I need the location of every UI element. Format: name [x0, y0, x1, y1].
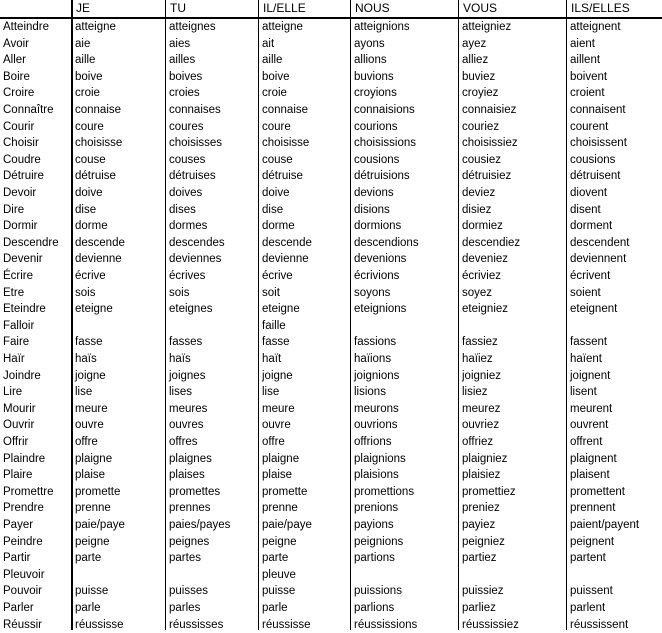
nous-cell: buvions	[354, 70, 394, 83]
nous-cell: cousions	[354, 153, 400, 166]
nous-cell: réussissions	[354, 618, 418, 631]
ils-elles-cell: réussissent	[570, 618, 629, 631]
verb-cell: Plaindre	[3, 452, 46, 465]
il-elle-cell: croie	[262, 87, 287, 100]
vous-cell: fassiez	[462, 336, 498, 349]
table-row	[0, 168, 662, 185]
vous-cell: détruisiez	[462, 170, 512, 183]
vous-cell: parliez	[462, 602, 496, 614]
il-elle-cell: parte	[262, 552, 289, 565]
il-elle-cell: coure	[262, 120, 291, 133]
nous-cell: devions	[354, 187, 394, 199]
il-elle-cell: dise	[262, 203, 284, 216]
tu-cell: meures	[169, 402, 208, 415]
vous-cell: écriviez	[462, 270, 501, 282]
table-row	[0, 451, 662, 468]
vous-cell: preniez	[462, 502, 500, 515]
verb-cell: Devenir	[3, 253, 43, 266]
ils-elles-cell: eteignent	[570, 303, 618, 316]
verb-cell: Partir	[3, 552, 31, 565]
verb-cell: Parler	[3, 602, 34, 614]
il-elle-cell: détruise	[262, 170, 303, 183]
tu-cell: promettes	[169, 485, 221, 498]
tu-cell: choisisses	[169, 137, 223, 150]
table-row	[0, 351, 662, 368]
il-elle-cell: faille	[262, 319, 286, 332]
je-cell: eteigne	[75, 303, 113, 316]
verb-cell: Joindre	[3, 369, 41, 382]
il-elle-cell: ouvre	[262, 419, 291, 432]
ils-elles-cell: disent	[570, 203, 601, 216]
tu-cell: sois	[169, 286, 190, 299]
je-cell: dorme	[75, 220, 108, 233]
verb-cell: Avoir	[3, 37, 29, 50]
ils-elles-cell: ouvrent	[570, 419, 609, 432]
verb-cell: Aller	[3, 54, 27, 67]
vous-cell: joigniez	[462, 369, 501, 382]
tu-cell: ouvres	[169, 419, 204, 432]
tu-cell: croies	[169, 87, 200, 100]
il-elle-cell: prenne	[262, 502, 298, 515]
table-row	[0, 467, 662, 484]
je-cell: offre	[75, 436, 98, 448]
je-cell: croie	[75, 87, 100, 100]
ils-elles-cell: partent	[570, 552, 606, 565]
vous-cell: payiez	[462, 519, 496, 531]
tu-cell: détruises	[169, 170, 216, 183]
je-cell: couse	[75, 153, 106, 166]
nous-cell: choisissions	[354, 137, 416, 150]
tu-cell: connaises	[169, 104, 221, 116]
verb-cell: Détruire	[3, 170, 44, 183]
il-elle-cell: puisse	[262, 585, 296, 598]
tu-cell: lises	[169, 386, 193, 399]
ils-elles-cell: écrivent	[570, 270, 611, 282]
tu-cell: descendes	[169, 236, 225, 249]
il-elle-cell: ait	[262, 37, 275, 50]
je-cell: fasse	[75, 336, 103, 349]
je-cell: ouvre	[75, 419, 104, 432]
je-cell: choisisse	[75, 137, 123, 150]
tu-cell: dormes	[169, 220, 208, 233]
tu-cell: paies/payes	[169, 519, 231, 531]
il-elle-cell: dorme	[262, 220, 295, 233]
vous-cell: plaigniez	[462, 452, 508, 465]
ils-elles-cell: fassent	[570, 336, 608, 349]
ils-elles-cell: dorment	[570, 220, 613, 233]
table-row	[0, 500, 662, 517]
nous-cell: prenions	[354, 502, 399, 515]
tu-cell: atteignes	[169, 21, 216, 33]
verb-cell: Payer	[3, 519, 34, 531]
table-row	[0, 301, 662, 318]
nous-cell: courions	[354, 120, 398, 133]
il-elle-cell: atteigne	[262, 21, 303, 33]
vous-cell: buviez	[462, 70, 496, 83]
je-cell: descende	[75, 236, 125, 249]
vous-cell: réussissiez	[462, 618, 519, 631]
il-elle-cell: devienne	[262, 253, 309, 266]
ils-elles-cell: boivent	[570, 70, 608, 83]
header-je: JE	[76, 1, 91, 15]
table-row	[0, 218, 662, 235]
table-row	[0, 484, 662, 501]
nous-cell: meurons	[354, 402, 399, 415]
tu-cell: haïs	[169, 353, 191, 365]
ils-elles-cell: aillent	[570, 54, 601, 67]
table-row	[0, 69, 662, 86]
tu-cell: boives	[169, 70, 203, 83]
vous-cell: puissiez	[462, 585, 504, 598]
tu-cell: peignes	[169, 535, 210, 548]
table-row	[0, 583, 662, 600]
verb-cell: Boire	[3, 70, 30, 83]
tu-cell: deviennes	[169, 253, 222, 266]
table-row	[0, 135, 662, 152]
ils-elles-cell: joignent	[570, 369, 611, 382]
il-elle-cell: eteigne	[262, 303, 300, 316]
ils-elles-cell: courent	[570, 120, 609, 133]
verb-cell: Etre	[3, 286, 25, 299]
header-tu: TU	[170, 1, 186, 15]
il-elle-cell: descende	[262, 236, 312, 249]
verb-cell: Croire	[3, 87, 35, 100]
ils-elles-cell: plaisent	[570, 469, 610, 482]
ils-elles-cell: deviennent	[570, 253, 627, 266]
table-row	[0, 185, 662, 202]
tu-cell: joignes	[169, 369, 206, 382]
vous-cell: soyez	[462, 286, 493, 299]
je-cell: écrive	[75, 270, 106, 282]
je-cell: doive	[75, 187, 103, 199]
header-il-elle: IL/ELLE	[263, 1, 306, 15]
il-elle-cell: plaise	[262, 469, 293, 482]
tu-cell: partes	[169, 552, 201, 565]
nous-cell: plaisions	[354, 469, 399, 482]
je-cell: plaigne	[75, 452, 113, 465]
vous-cell: haïiez	[462, 353, 493, 365]
tu-cell: doives	[169, 187, 203, 199]
verb-cell: Courir	[3, 120, 35, 133]
vous-cell: choisissiez	[462, 137, 518, 150]
il-elle-cell: boive	[262, 70, 290, 83]
table-row	[0, 268, 662, 285]
table-row	[0, 318, 662, 335]
verb-cell: Connaître	[3, 104, 54, 116]
vous-cell: ouvriez	[462, 419, 500, 432]
vous-cell: deveniez	[462, 253, 509, 266]
vous-cell: couriez	[462, 120, 500, 133]
table-row	[0, 417, 662, 434]
ils-elles-cell: diovent	[570, 187, 608, 199]
nous-cell: partions	[354, 552, 395, 565]
tu-cell: couses	[169, 153, 206, 166]
il-elle-cell: paie/paye	[262, 519, 312, 531]
verb-cell: Eteindre	[3, 303, 46, 316]
verb-cell: Pleuvoir	[3, 568, 45, 581]
nous-cell: soyons	[354, 286, 391, 299]
tu-cell: prennes	[169, 502, 211, 515]
table-row	[0, 235, 662, 252]
je-cell: parte	[75, 552, 102, 565]
verb-cell: Atteindre	[3, 21, 50, 33]
je-cell: boive	[75, 70, 103, 83]
je-cell: meure	[75, 402, 108, 415]
je-cell: connaise	[75, 104, 122, 116]
vous-cell: descendiez	[462, 236, 521, 249]
nous-cell: lisions	[354, 386, 386, 399]
verb-cell: Écrire	[3, 270, 34, 282]
verb-cell: Dire	[3, 203, 25, 216]
il-elle-cell: aille	[262, 54, 283, 67]
table-row	[0, 119, 662, 136]
header-ils-elles: ILS/ELLES	[571, 1, 630, 15]
tu-cell: plaignes	[169, 452, 212, 465]
verb-cell: Plaire	[3, 469, 33, 482]
ils-elles-cell: aient	[570, 37, 595, 50]
vous-cell: deviez	[462, 187, 496, 199]
ils-elles-cell: soient	[570, 286, 601, 299]
je-cell: promette	[75, 485, 121, 498]
table-row	[0, 401, 662, 418]
verb-cell: Dormir	[3, 220, 38, 233]
il-elle-cell: couse	[262, 153, 293, 166]
il-elle-cell: peigne	[262, 535, 297, 548]
verb-cell: Peindre	[3, 535, 43, 548]
nous-cell: haïions	[354, 353, 392, 365]
il-elle-cell: parle	[262, 602, 288, 614]
nous-cell: promettions	[354, 485, 415, 498]
je-cell: lise	[75, 386, 93, 399]
table-row	[0, 567, 662, 584]
vous-cell: promettiez	[462, 485, 516, 498]
header-nous: NOUS	[355, 1, 390, 15]
il-elle-cell: plaigne	[262, 452, 300, 465]
il-elle-cell: fasse	[262, 336, 290, 349]
nous-cell: disions	[354, 203, 390, 216]
nous-cell: fassions	[354, 336, 397, 349]
je-cell: peigne	[75, 535, 110, 548]
nous-cell: parlions	[354, 602, 395, 614]
vous-cell: cousiez	[462, 153, 501, 166]
tu-cell: réussisses	[169, 618, 224, 631]
table-row	[0, 102, 662, 119]
ils-elles-cell: connaisent	[570, 104, 626, 116]
je-cell: haïs	[75, 353, 97, 365]
tu-cell: fasses	[169, 336, 203, 349]
il-elle-cell: doive	[262, 187, 290, 199]
vous-cell: eteigniez	[462, 303, 509, 316]
tu-cell: parles	[169, 602, 201, 614]
nous-cell: connaisions	[354, 104, 415, 116]
je-cell: aille	[75, 54, 96, 67]
vous-cell: partiez	[462, 552, 497, 565]
table-row	[0, 285, 662, 302]
nous-cell: ouvrions	[354, 419, 398, 432]
tu-cell: aies	[169, 37, 191, 50]
ils-elles-cell: lisent	[570, 386, 597, 399]
je-cell: aie	[75, 37, 91, 50]
il-elle-cell: choisisse	[262, 137, 310, 150]
il-elle-cell: connaise	[262, 104, 309, 116]
tu-cell: eteignes	[169, 303, 213, 316]
ils-elles-cell: meurent	[570, 402, 613, 415]
vous-cell: alliez	[462, 54, 489, 67]
tu-cell: puisses	[169, 585, 208, 598]
table-row	[0, 617, 662, 633]
ils-elles-cell: prennent	[570, 502, 616, 515]
vous-cell: lisiez	[462, 386, 488, 399]
je-cell: puisse	[75, 585, 109, 598]
nous-cell: dormions	[354, 220, 402, 233]
ils-elles-cell: descendent	[570, 236, 630, 249]
table-row	[0, 434, 662, 451]
ils-elles-cell: détruisent	[570, 170, 621, 183]
verb-cell: Promettre	[3, 485, 54, 498]
nous-cell: joignions	[354, 369, 400, 382]
ils-elles-cell: choisissent	[570, 137, 627, 150]
nous-cell: descendions	[354, 236, 419, 249]
il-elle-cell: promette	[262, 485, 308, 498]
tu-cell: offres	[169, 436, 198, 448]
je-cell: détruise	[75, 170, 116, 183]
table-row	[0, 36, 662, 53]
header-vous: VOUS	[463, 1, 498, 15]
vous-cell: peigniez	[462, 535, 505, 548]
verb-cell: Haïr	[3, 353, 25, 365]
je-cell: parle	[75, 602, 101, 614]
table-row	[0, 52, 662, 69]
table-row	[0, 251, 662, 268]
table-row	[0, 550, 662, 567]
nous-cell: payions	[354, 519, 394, 531]
verb-cell: Prendre	[3, 502, 44, 515]
nous-cell: offrions	[354, 436, 392, 448]
tu-cell: plaises	[169, 469, 205, 482]
vous-cell: offriez	[462, 436, 494, 448]
ils-elles-cell: promettent	[570, 485, 625, 498]
table-row	[0, 85, 662, 102]
vous-cell: atteigniez	[462, 21, 512, 33]
ils-elles-cell: atteignent	[570, 21, 621, 33]
je-cell: prenne	[75, 502, 111, 515]
verb-cell: Devoir	[3, 187, 37, 199]
verb-cell: Ouvrir	[3, 419, 35, 432]
verb-cell: Coudre	[3, 153, 41, 166]
ils-elles-cell: parlent	[570, 602, 606, 614]
table-row	[0, 334, 662, 351]
nous-cell: plaignions	[354, 452, 406, 465]
je-cell: devienne	[75, 253, 122, 266]
vous-cell: dormiez	[462, 220, 503, 233]
header-row	[0, 0, 662, 19]
je-cell: joigne	[75, 369, 106, 382]
table-row	[0, 384, 662, 401]
je-cell: paie/paye	[75, 519, 125, 531]
vous-cell: ayez	[462, 37, 487, 50]
nous-cell: atteignions	[354, 21, 410, 33]
il-elle-cell: écrive	[262, 270, 293, 282]
table-row	[0, 368, 662, 385]
ils-elles-cell: cousions	[570, 153, 616, 166]
vous-cell: croyiez	[462, 87, 499, 100]
verb-cell: Descendre	[3, 236, 59, 249]
verb-cell: Faire	[3, 336, 30, 349]
il-elle-cell: pleuve	[262, 568, 296, 581]
table-row	[0, 202, 662, 219]
ils-elles-cell: peignent	[570, 535, 615, 548]
verb-cell: Pouvoir	[3, 585, 42, 598]
tu-cell: dises	[169, 203, 196, 216]
il-elle-cell: offre	[262, 436, 285, 448]
nous-cell: allions	[354, 54, 387, 67]
vous-cell: disiez	[462, 203, 492, 216]
je-cell: sois	[75, 286, 96, 299]
ils-elles-cell: puissent	[570, 585, 613, 598]
il-elle-cell: haït	[262, 353, 282, 365]
je-cell: coure	[75, 120, 104, 133]
ils-elles-cell: haïent	[570, 353, 602, 365]
il-elle-cell: lise	[262, 386, 280, 399]
il-elle-cell: joigne	[262, 369, 293, 382]
verb-cell: Lire	[3, 386, 23, 399]
je-cell: plaise	[75, 469, 106, 482]
nous-cell: eteignions	[354, 303, 407, 316]
tu-cell: ailles	[169, 54, 196, 67]
ils-elles-cell: plaignent	[570, 452, 617, 465]
table-row	[0, 534, 662, 551]
tu-cell: coures	[169, 120, 204, 133]
nous-cell: devenions	[354, 253, 407, 266]
je-cell: atteigne	[75, 21, 116, 33]
nous-cell: ayons	[354, 37, 385, 50]
ils-elles-cell: paient/payent	[570, 519, 640, 531]
je-cell: dise	[75, 203, 97, 216]
table-row	[0, 517, 662, 534]
verb-cell: Réussir	[3, 618, 42, 631]
vous-cell: meurez	[462, 402, 501, 415]
table-row	[0, 152, 662, 169]
nous-cell: écrivions	[354, 270, 400, 282]
il-elle-cell: réussisse	[262, 618, 311, 631]
ils-elles-cell: offrent	[570, 436, 603, 448]
vous-cell: connaisiez	[462, 104, 517, 116]
verb-cell: Offrir	[3, 436, 29, 448]
verb-cell: Falloir	[3, 319, 35, 332]
il-elle-cell: soit	[262, 286, 280, 299]
je-cell: réussisse	[75, 618, 124, 631]
tu-cell: écrives	[169, 270, 206, 282]
vous-cell: plaisiez	[462, 469, 501, 482]
nous-cell: croyions	[354, 87, 397, 100]
verb-cell: Mourir	[3, 402, 36, 415]
table-row	[0, 600, 662, 617]
nous-cell: peignions	[354, 535, 404, 548]
nous-cell: détruisions	[354, 170, 410, 183]
verb-cell: Choisir	[3, 137, 39, 150]
il-elle-cell: meure	[262, 402, 295, 415]
nous-cell: puissions	[354, 585, 402, 598]
table-row	[0, 19, 662, 36]
ils-elles-cell: croient	[570, 87, 605, 100]
